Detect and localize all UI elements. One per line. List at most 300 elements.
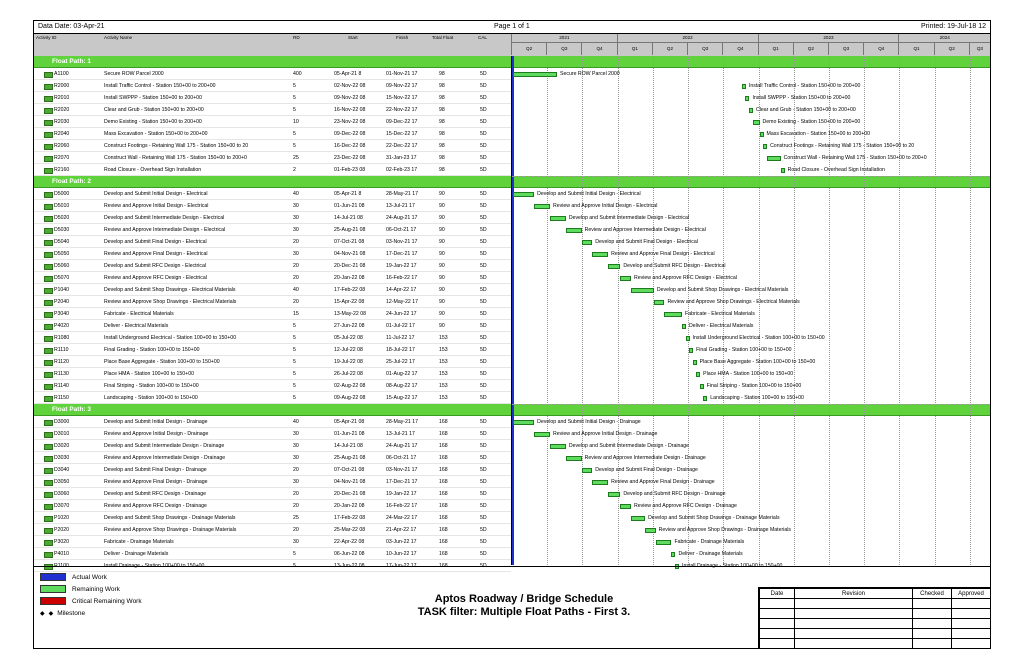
gantt-bar[interactable] [534, 204, 550, 209]
calendar: 5D [480, 227, 487, 233]
remaining-duration: 30 [293, 431, 299, 437]
total-float: 90 [439, 323, 445, 329]
activity-row[interactable] [34, 260, 511, 272]
legend-actual: Actual Work [40, 573, 107, 583]
quarter-label: Q2 [934, 43, 969, 55]
activity-row[interactable] [34, 500, 511, 512]
start-date: 13-May-22 08 [334, 311, 367, 317]
quarter-gridline [653, 56, 654, 565]
activity-name: Install Underground Electrical - Station 100+00 to 150+00 [104, 335, 237, 341]
quarter-gridline [547, 56, 548, 565]
total-float: 98 [439, 95, 445, 101]
gantt-bar[interactable] [582, 468, 593, 473]
start-date: 01-Jun-21 08 [334, 203, 365, 209]
total-float: 168 [439, 563, 448, 569]
gantt-bar[interactable] [513, 72, 557, 77]
total-float: 153 [439, 395, 448, 401]
activity-name: Deliver - Drainage Materials [104, 551, 169, 557]
gantt-bar[interactable] [582, 240, 593, 245]
total-float: 98 [439, 119, 445, 125]
gantt-bar-label: Review and Approve Intermediate Design - Drainage [584, 454, 706, 461]
year-label: 2021 [511, 34, 617, 42]
start-date: 20-Dec-21 08 [334, 491, 366, 497]
project-title [354, 593, 694, 619]
activity-name: Review and Approve Shop Drawings - Drainage Materials [104, 527, 237, 533]
remaining-duration: 5 [293, 395, 296, 401]
total-float: 168 [439, 503, 448, 509]
start-date: 16-Dec-22 08 [334, 143, 366, 149]
activity-id: R2030 [54, 119, 70, 125]
col-rd[interactable]: RD [293, 35, 300, 40]
gantt-bar[interactable] [592, 480, 608, 485]
title-line-2: TASK filter: Multiple Float Paths - First 3. [417, 606, 631, 618]
finish-date: 25-Jul-22 17 [386, 359, 415, 365]
gantt-bar[interactable] [550, 216, 566, 221]
remaining-duration: 30 [293, 203, 299, 209]
start-date: 19-Jul-22 08 [334, 359, 363, 365]
data-date: Data Date: 03-Apr-21 [38, 23, 105, 30]
remaining-duration: 40 [293, 419, 299, 425]
finish-date: 24-Aug-21 17 [386, 215, 418, 221]
activity-id: R1080 [54, 335, 70, 341]
total-float: 98 [439, 107, 445, 113]
activity-name: Mass Excavation - Station 150+00 to 200+00 [104, 131, 208, 137]
activity-id: R2160 [54, 167, 70, 173]
float-path-label: Float Path: 1 [52, 58, 92, 65]
activity-row[interactable] [34, 452, 511, 464]
task-bar-icon [44, 432, 53, 438]
col-activity-name[interactable]: Activity Name [104, 35, 133, 40]
calendar: 5D [480, 143, 487, 149]
activity-id: D3010 [54, 431, 70, 437]
rev-date-header: Date [760, 589, 795, 599]
start-date: 14-Jul-21 08 [334, 215, 363, 221]
gantt-bar[interactable] [656, 540, 672, 545]
activity-name: Review and Approve Final Design - Electrical [104, 251, 208, 257]
task-bar-icon [44, 132, 53, 138]
col-total-float[interactable]: Total Float [432, 35, 454, 40]
activity-row[interactable] [34, 380, 511, 392]
calendar: 5D [480, 83, 487, 89]
calendar: 5D [480, 335, 487, 341]
gantt-bar[interactable] [631, 288, 654, 293]
finish-date: 09-Dec-22 17 [386, 119, 418, 125]
calendar: 5D [480, 167, 487, 173]
quarter-gridline [935, 56, 936, 565]
task-bar-icon [44, 192, 53, 198]
gantt-bar[interactable] [781, 168, 785, 173]
gantt-bar[interactable] [513, 420, 534, 425]
gantt-bar-label: Demo Existing - Station 150+00 to 200+00 [762, 118, 861, 125]
activity-row[interactable] [34, 224, 511, 236]
quarter-gridline [899, 56, 900, 565]
activity-name: Develop and Submit Initial Design - Drainage [104, 419, 208, 425]
gantt-bar-label: Install SWPPP - Station 150+00 to 200+00 [752, 94, 851, 101]
calendar: 5D [480, 527, 487, 533]
task-bar-icon [44, 492, 53, 498]
gantt-bar[interactable] [664, 312, 682, 317]
gantt-bar[interactable] [608, 264, 620, 269]
total-float: 153 [439, 383, 448, 389]
finish-date: 10-Jun-22 17 [386, 551, 417, 557]
activity-row[interactable] [34, 248, 511, 260]
calendar: 5D [480, 275, 487, 281]
finish-date: 11-Jul-22 17 [386, 335, 415, 341]
calendar: 5D [480, 107, 487, 113]
remaining-duration: 5 [293, 83, 296, 89]
activity-row[interactable] [34, 92, 511, 104]
activity-row[interactable] [34, 488, 511, 500]
gantt-bar[interactable] [696, 372, 700, 377]
activity-row[interactable] [34, 236, 511, 248]
gantt-bar[interactable] [550, 444, 566, 449]
gantt-bar-label: Review and Approve Initial Design - Electrical [552, 202, 658, 209]
total-float: 98 [439, 83, 445, 89]
activity-name: Develop and Submit Initial Design - Electrical [104, 191, 208, 197]
gantt-bar[interactable] [763, 144, 767, 149]
task-bar-icon [44, 216, 53, 222]
quarter-label: Q2 [511, 43, 546, 55]
start-date: 20-Dec-21 08 [334, 263, 366, 269]
activity-id: D5070 [54, 275, 70, 281]
gantt-bar-label: Fabricate - Electrical Materials [685, 310, 755, 317]
calendar: 5D [480, 359, 487, 365]
total-float: 90 [439, 227, 445, 233]
calendar: 5D [480, 491, 487, 497]
activity-id: P3040 [54, 311, 70, 317]
gantt-bar[interactable] [760, 132, 764, 137]
activity-id: P1020 [54, 515, 70, 521]
gantt-bar-label: Landscaping - Station 100+00 to 150+00 [710, 394, 804, 401]
activity-row[interactable] [34, 272, 511, 284]
gantt-bar-label: Final Striping - Station 100+00 to 150+00 [706, 382, 802, 389]
remaining-duration: 5 [293, 143, 296, 149]
activity-row[interactable] [34, 284, 511, 296]
finish-date: 13-Jul-21 17 [386, 431, 415, 437]
activity-row[interactable] [34, 308, 511, 320]
calendar: 5D [480, 119, 487, 125]
activity-id: A1100 [54, 71, 69, 77]
activity-row[interactable] [34, 188, 511, 200]
col-finish[interactable]: Finish [396, 35, 409, 40]
activity-row[interactable] [34, 332, 511, 344]
activity-id: D3050 [54, 479, 70, 485]
activity-name: Develop and Submit Shop Drawings - Electrical Materials [104, 287, 236, 293]
activity-id: D5030 [54, 227, 70, 233]
activity-id: P1040 [54, 287, 70, 293]
quarter-label: Q3 [687, 43, 722, 55]
gantt-bar[interactable] [689, 348, 693, 353]
quarter-label: Q1 [898, 43, 933, 55]
gantt-bar-label: Develop and Submit RFC Design - Drainage [623, 490, 726, 497]
finish-date: 21-Apr-22 17 [386, 527, 417, 533]
calendar: 5D [480, 395, 487, 401]
finish-date: 15-Nov-22 17 [386, 95, 418, 101]
gantt-bar[interactable] [566, 228, 582, 233]
task-bar-icon [44, 336, 53, 342]
gantt-bar-label: Develop and Submit Final Design - Electrical [595, 238, 698, 245]
task-bar-icon [44, 144, 53, 150]
remaining-duration: 30 [293, 455, 299, 461]
quarter-gridline [582, 56, 583, 565]
activity-row[interactable] [34, 200, 511, 212]
activity-name: Develop and Submit Final Design - Drainage [104, 467, 207, 473]
total-float: 90 [439, 287, 445, 293]
gantt-bar[interactable] [742, 84, 746, 89]
activity-id: D5040 [54, 239, 70, 245]
gantt-bar-label: Fabricate - Drainage Materials [674, 538, 745, 545]
gantt-bar-label: Review and Approve RFC Design - Electrical [633, 274, 737, 281]
task-bar-icon [44, 516, 53, 522]
gantt-bar[interactable] [631, 516, 645, 521]
task-bar-icon [44, 96, 53, 102]
start-date: 07-Oct-21 08 [334, 239, 365, 245]
remaining-duration: 40 [293, 287, 299, 293]
finish-date: 02-Feb-23 17 [386, 167, 418, 173]
calendar: 5D [480, 419, 487, 425]
calendar: 5D [480, 383, 487, 389]
task-bar-icon [44, 168, 53, 174]
activity-row[interactable] [34, 548, 511, 560]
activity-row[interactable] [34, 524, 511, 536]
gantt-bar[interactable] [671, 552, 675, 557]
activity-name: Review and Approve Intermediate Design - Drainage [104, 455, 226, 461]
task-bar-icon [44, 288, 53, 294]
band-separator [512, 176, 991, 177]
finish-date: 16-Feb-22 17 [386, 503, 418, 509]
total-float: 168 [439, 527, 448, 533]
gantt-bar-label: Develop and Submit Intermediate Design - Drainage [568, 442, 690, 449]
calendar: 5D [480, 71, 487, 77]
activity-id: P3020 [54, 539, 70, 545]
activity-name: Install Drainage - Station 100+00 to 150+00 [104, 563, 205, 569]
column-header [34, 33, 990, 57]
activity-row[interactable] [34, 512, 511, 524]
remaining-duration: 5 [293, 371, 296, 377]
total-float: 98 [439, 143, 445, 149]
gantt-bar[interactable] [608, 492, 620, 497]
gantt-bar[interactable] [700, 384, 704, 389]
remaining-duration: 20 [293, 239, 299, 245]
band-separator [512, 404, 991, 405]
finish-date: 12-May-22 17 [386, 299, 419, 305]
activity-row[interactable] [34, 164, 511, 176]
activity-row[interactable] [34, 104, 511, 116]
finish-date: 01-Aug-22 17 [386, 371, 418, 377]
activity-id: D3020 [54, 443, 70, 449]
calendar: 5D [480, 311, 487, 317]
start-date: 20-Jan-22 08 [334, 503, 365, 509]
activity-id: R2040 [54, 131, 70, 137]
task-bar-icon [44, 240, 53, 246]
task-bar-icon [44, 252, 53, 258]
activity-id: D3070 [54, 503, 70, 509]
gantt-bar-label: Install Underground Electrical - Station 100+00 to 150+00 [692, 334, 825, 341]
gantt-bar-label: Review and Approve RFC Design - Drainage [633, 502, 737, 509]
gantt-bar[interactable] [693, 360, 697, 365]
activity-row[interactable] [34, 476, 511, 488]
activity-id: D3060 [54, 491, 70, 497]
col-cal[interactable]: CAL [478, 35, 487, 40]
task-bar-icon [44, 72, 53, 78]
col-activity-id[interactable]: Activity ID [36, 35, 57, 40]
activity-row[interactable] [34, 344, 511, 356]
calendar: 5D [480, 203, 487, 209]
calendar: 5D [480, 551, 487, 557]
activity-row[interactable] [34, 416, 511, 428]
task-bar-icon [44, 348, 53, 354]
activity-id: R1100 [54, 563, 69, 569]
activity-row[interactable] [34, 212, 511, 224]
finish-date: 06-Oct-21 17 [386, 227, 417, 233]
activity-row[interactable] [34, 440, 511, 452]
activity-id: P4010 [54, 551, 70, 557]
gantt-area [511, 56, 991, 569]
start-date: 02-Nov-22 08 [334, 83, 366, 89]
start-date: 05-Jul-22 08 [334, 335, 363, 341]
start-date: 25-Aug-21 08 [334, 227, 366, 233]
activity-name: Place HMA - Station 100+00 to 150+00 [104, 371, 194, 377]
gantt-bar[interactable] [654, 300, 665, 305]
gantt-bar-label: Install Traffic Control - Station 150+00 to 200+00 [748, 82, 861, 89]
quarter-label: Q3 [828, 43, 863, 55]
rev-checked-header: Checked [913, 589, 952, 599]
task-bar-icon [44, 264, 53, 270]
timeline-quarters [511, 43, 990, 55]
activity-row[interactable] [34, 392, 511, 404]
gantt-bar[interactable] [749, 108, 753, 113]
float-path-label: Float Path: 2 [52, 178, 92, 185]
activity-grid [34, 56, 990, 569]
activity-row[interactable] [34, 152, 511, 164]
activity-row[interactable] [34, 536, 511, 548]
task-bar-icon [44, 84, 53, 90]
calendar: 5D [480, 287, 487, 293]
activity-name: Develop and Submit Final Design - Electrical [104, 239, 207, 245]
quarter-label: Q4 [581, 43, 616, 55]
activity-name: Clear and Grub - Station 150+00 to 200+00 [104, 107, 204, 113]
total-float: 168 [439, 431, 448, 437]
activity-row[interactable] [34, 368, 511, 380]
activity-row[interactable] [34, 464, 511, 476]
gantt-bar[interactable] [745, 96, 749, 101]
rev-approved-header: Approved [952, 589, 991, 599]
legend-milestone: ◆ ◆ Milestone [40, 610, 86, 617]
remaining-duration: 30 [293, 215, 299, 221]
gantt-bar[interactable] [767, 156, 781, 161]
gantt-bar-label: Deliver - Drainage Materials [678, 550, 743, 557]
gantt-bar-label: Develop and Submit Initial Design - Electrical [537, 190, 641, 197]
start-date: 23-Dec-22 08 [334, 155, 366, 161]
start-date: 14-Jul-21 08 [334, 443, 363, 449]
rev-revision-header: Revision [795, 589, 913, 599]
activity-id: R1130 [54, 371, 69, 377]
gantt-bar[interactable] [566, 456, 582, 461]
gantt-bar[interactable] [620, 276, 631, 281]
quarter-label: Q4 [722, 43, 757, 55]
activity-name: Install SWPPP - Station 150+00 to 200+00 [104, 95, 202, 101]
gantt-bar[interactable] [703, 396, 707, 401]
finish-date: 15-Aug-22 17 [386, 395, 418, 401]
calendar: 5D [480, 251, 487, 257]
gantt-bar[interactable] [620, 504, 631, 509]
remaining-duration: 15 [293, 311, 299, 317]
remaining-duration: 2 [293, 167, 296, 173]
total-float: 90 [439, 299, 445, 305]
milestone-diamond-icon: ◆ [40, 611, 45, 617]
gantt-bar[interactable] [682, 324, 686, 329]
activity-name: Review and Approve Initial Design - Electrical [104, 203, 209, 209]
activity-id: R1140 [54, 383, 69, 389]
activity-row[interactable] [34, 140, 511, 152]
activity-name: Develop and Submit RFC Design - Drainage [104, 491, 207, 497]
gantt-bar[interactable] [645, 528, 656, 533]
total-float: 153 [439, 371, 448, 377]
printed-date: Printed: 19-Jul-18 12 [921, 23, 986, 30]
task-bar-icon [44, 324, 53, 330]
activity-id: R1150 [54, 395, 69, 401]
task-bar-icon [44, 504, 53, 510]
col-start[interactable]: Start [348, 35, 358, 40]
activity-row[interactable] [34, 296, 511, 308]
activity-row[interactable] [34, 80, 511, 92]
task-bar-icon [44, 456, 53, 462]
total-float: 98 [439, 131, 445, 137]
gantt-bar[interactable] [686, 336, 690, 341]
task-bar-icon [44, 204, 53, 210]
total-float: 168 [439, 551, 448, 557]
activity-row[interactable] [34, 428, 511, 440]
activity-row[interactable] [34, 116, 511, 128]
gantt-bar[interactable] [513, 192, 534, 197]
gantt-bar[interactable] [592, 252, 608, 257]
actual-swatch [40, 573, 66, 581]
start-date: 20-Jan-22 08 [334, 275, 365, 281]
gantt-bar[interactable] [753, 120, 760, 125]
task-bar-icon [44, 480, 53, 486]
activity-row[interactable] [34, 128, 511, 140]
activity-name: Install Traffic Control - Station 150+00 to 200+00 [104, 83, 216, 89]
activity-id: P2020 [54, 527, 70, 533]
quarter-label: Q2 [793, 43, 828, 55]
total-float: 90 [439, 215, 445, 221]
gantt-bar-label: Review and Approve Shop Drawings - Drainage Materials [658, 526, 791, 533]
activity-row[interactable] [34, 356, 511, 368]
activity-name: Construct Footings - Retaining Wall 175 - Station 150+00 to 20 [104, 143, 249, 149]
finish-date: 31-Jan-23 17 [386, 155, 417, 161]
total-float: 168 [439, 491, 448, 497]
gantt-bar-label: Place HMA - Station 100+00 to 150+00 [703, 370, 794, 377]
activity-id: R2000 [54, 83, 70, 89]
total-float: 98 [439, 71, 445, 77]
activity-id: R2020 [54, 107, 70, 113]
remaining-duration: 30 [293, 539, 299, 545]
remaining-duration: 20 [293, 263, 299, 269]
gantt-bar-label: Develop and Submit Intermediate Design - Electrical [568, 214, 690, 221]
quarter-gridline [618, 56, 619, 565]
activity-name: Final Grading - Station 100+00 to 150+00 [104, 347, 200, 353]
start-date: 04-Nov-21 08 [334, 251, 366, 257]
timeline-years [511, 34, 990, 43]
start-date: 13-Jun-22 08 [334, 563, 365, 569]
activity-row[interactable] [34, 68, 511, 80]
finish-date: 15-Dec-22 17 [386, 131, 418, 137]
gantt-bar[interactable] [534, 432, 550, 437]
quarter-gridline [970, 56, 971, 565]
activity-row[interactable] [34, 320, 511, 332]
remaining-duration: 5 [293, 383, 296, 389]
start-date: 06-Jun-22 08 [334, 551, 365, 557]
